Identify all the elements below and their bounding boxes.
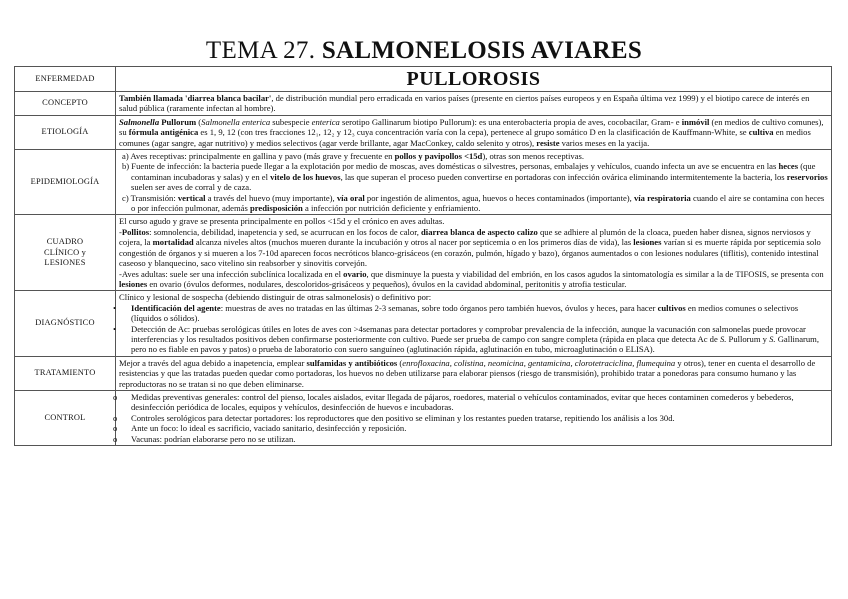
cuadro-span: varían si es muerte rápida por septicemia solo congestión de órganos y si mueren a los 7-10d aparecen focos necróticos blanco-grisáceos (en corazón, pulmón, hígado y bazo), órganos aumentados o con lesiones nodulares (tiflitis), contenido intestinal caseoso y blanquecino, saco vitelino sin reabsorber y sinovitis corvejón.: [119, 237, 821, 269]
concepto-bold: También llamada 'diarrea blanca bacilar': [119, 93, 272, 103]
cuadro-bold: diarrea blanca de aspecto calizo: [421, 226, 538, 237]
epi-bold: vía respiratoria: [633, 192, 691, 203]
control-text: [113, 390, 832, 445]
epidemiologia-item-c: [119, 193, 828, 214]
epidemiologia-label: EPIDEMIOLOGÍA: [15, 150, 116, 215]
diag-span: Gallinarum, pero no es fiable en pavos y patos) o prueba de laboratorio con suero sanguíneo (aglutinación rápida, aglutinación en tubo, microaglutinación o ELISA).: [131, 333, 820, 355]
epi-bold: predisposición: [249, 203, 303, 214]
diag-bold: cultivos: [657, 302, 686, 313]
epidemiologia-item-a: [119, 151, 828, 161]
epi-bold: vía oral: [336, 192, 365, 203]
etiologia-bold: resiste: [536, 137, 560, 148]
diag-span: Pullorum y: [726, 333, 770, 344]
cuadro-bold: lesiones: [633, 237, 662, 248]
epi-span: cuando el aire se contamina con heces o por infección pulmonar, además: [131, 192, 825, 214]
cuadro-bold: ovario: [343, 268, 367, 279]
etiologia-bold: cultiva: [748, 127, 774, 138]
epidemiologia-item-b: [119, 161, 828, 192]
etiologia-span: en medios comunes (agar sangre, agar nutritivo) y medios selectivos (agar verde brillante, agar MacConkey, caldo selenito y otros),: [119, 127, 811, 148]
etiologia-italic: Salmonella enterica: [201, 116, 271, 127]
etiologia-span: subespecie: [270, 116, 312, 127]
control-label: CONTROL: [15, 390, 116, 445]
etiologia-bold: inmóvil: [681, 116, 710, 127]
trat-span: (: [397, 357, 403, 368]
etiologia-span: (: [196, 116, 202, 127]
trat-bold: sulfamidas y antibióticos: [306, 357, 398, 368]
concepto-span: , de distribución mundial pero erradicada en varios países (presente en ciertos países europeos y en España última vez 1999) y el biotipo carece de interés en salud pública (raramente infectan al hombre).: [119, 93, 810, 114]
epi-span: ), otras son menos receptivas.: [482, 151, 585, 162]
circle-bullet-icon: o: [113, 412, 118, 423]
epi-span: por ingestión de alimentos, agua, huevos o heces contaminados (importante),: [364, 192, 634, 203]
header-row: [15, 67, 832, 92]
epi-span: b) Fuente de infección: la bacteria puede llegar a la explotación por medio de moscas, aves domésticas o silvestres, personas, embalajes y vehículos, cuando infecta un ave se encuentra en las: [122, 161, 779, 172]
epi-bold: vertical: [177, 192, 206, 203]
epidemiologia-text: [116, 150, 832, 215]
etiologia-genus: Salmonella: [119, 116, 160, 127]
epi-span: , las que superan el proceso pueden convertirse en portadoras con infección ovárica eliminando intermitentemente la bacteria, los: [340, 171, 787, 182]
disease-table: [14, 66, 832, 446]
diag-span: Detección de Ac: pruebas serológicas útiles en lotes de aves con >4semanas para detectar portadores y comprobar prevalencia de la infección, aunque la vacunación con salmonelas puede provocar interferencias y los resultados positivos deben confirmarse posteriormente con cultivo. Puede ser prueba de campo con sangre completa (rápida en placa que detecta Ac de: [131, 323, 806, 344]
row-cuadro-clinico: [15, 215, 832, 291]
epi-span: a través del huevo (muy importante),: [205, 192, 337, 203]
cuadro-span: , que disminuye la puesta y viabilidad del embrión, en los casos agudos la sintomatología es similar a la de TIFOSIS, se presenta con: [366, 268, 824, 279]
etiologia-italic: enterica: [311, 116, 340, 127]
bullet-icon: •: [113, 302, 117, 313]
etiologia-span: es 1, 9, 12 (con tres fracciones 12₁, 12₂ y 12₃ cuya concentración varía con la cepa), pertenece al grupo somático D en la clasificación de Kauffmann-White, se: [198, 127, 749, 138]
diagnostico-label: DIAGNÓSTICO: [15, 291, 116, 356]
trat-span: y otros), tener en cuenta el desarrollo de resistencias y que las tratadas pueden quedar como portadoras, los huevos no deben utilizarse para elaborar piensos (riesgo de transmisión), prohibido tratar a ponedoras para consumo humano y las reproductoras no se tratan si no que deben eliminarse.: [119, 357, 816, 389]
etiologia-span: (en medios de cultivo comunes), su: [119, 116, 824, 138]
cuadro-pollitos: [119, 227, 828, 269]
cuadro-span: -: [119, 226, 122, 237]
circle-bullet-icon: o: [113, 433, 118, 444]
disease-name: PULLOROSIS: [116, 67, 832, 92]
tratamiento-label: TRATAMIENTO: [15, 356, 116, 390]
epi-bold: reservorios: [786, 171, 828, 182]
circle-bullet-icon: o: [113, 391, 118, 402]
diag-italic: S.: [719, 333, 727, 344]
cuadro-text: [116, 215, 832, 291]
control-item-text: Medidas preventivas generales: control del pienso, locales aislados, evitar llegada de pájaros, roedores, material o vehículos contaminados, evitar que heces contaminen comederos y bebederos, desinfección periódica de locales, equipos y vehículos, desinfección de huevos e incubadoras.: [131, 391, 794, 413]
tratamiento-text: [116, 356, 832, 390]
etiologia-label: ETIOLOGÍA: [15, 115, 116, 149]
circle-bullet-icon: o: [113, 423, 118, 434]
cuadro-span: que se adhiere al plumón de la cloaca, pueden haber disnea, signos nerviosos y cojera, la: [119, 226, 811, 248]
cuadro-intro: El curso agudo y grave se presenta principalmente en pollos <15d y el crónico en aves adultas.: [119, 216, 445, 227]
epi-span: suelen ser aves de corral y de caza.: [131, 182, 252, 193]
cuadro-bold: Pollitos: [121, 226, 150, 237]
control-item: [113, 433, 828, 444]
cuadro-span: -Aves adultas: suele ser una infección subclínica localizada en el: [119, 268, 344, 279]
control-item: [113, 412, 828, 423]
row-tratamiento: [15, 356, 832, 390]
cuadro-span: alcanza niveles altos (muchos mueren durante la incubación y otros al nacer por septicemia o en los primeros días de vida), las: [193, 237, 634, 248]
cuadro-bold: mortalidad: [152, 237, 194, 248]
concepto-label: CONCEPTO: [15, 92, 116, 116]
epi-span: (que contaminan incubadoras y salas) y en el: [131, 161, 816, 182]
epi-span: c) Transmisión:: [122, 192, 178, 203]
cuadro-label-line: CUADRO: [46, 237, 84, 247]
cuadro-bold: lesiones: [119, 278, 148, 289]
etiologia-span: serotipo Gallinarum biotipo Pullorum): es una enterobacteria propia de aves, cocobacilar, Gram- e: [339, 116, 682, 127]
cuadro-label-line: LESIONES: [44, 258, 86, 268]
control-item-text: Vacunas: podrían elaborarse pero no se utilizan.: [131, 433, 296, 444]
title-main: SALMONELOSIS AVIARES: [321, 37, 643, 64]
cuadro-adultas: [119, 269, 828, 290]
row-epidemiologia: [15, 150, 832, 215]
row-concepto: [15, 92, 832, 116]
control-item-text: Controles serológicos para detectar portadores: los reproductores que den positivo se eliminan y los restantes pueden tratarse, repitiendo los análisis a los 30d.: [131, 412, 675, 423]
row-control: [15, 390, 832, 445]
control-item: [113, 391, 828, 413]
etiologia-bold: fórmula antigénica: [128, 127, 199, 138]
epi-span: a) Aves receptivas: principalmente en gallina y pavo (más grave y frecuente en: [122, 151, 395, 162]
cuadro-span: : somnolencia, debilidad, inapetencia y sed, se acurrucan en los focos de calor,: [149, 226, 422, 237]
trat-span: Mejor a través del agua debido a inapetencia, emplear: [119, 357, 307, 368]
trat-italic: enrofloxacina, colistina, neomicina, gentamicina, clorotetraciclina, flumequina: [402, 357, 676, 368]
diagnostico-ac: [113, 323, 828, 355]
header-label: ENFERMEDAD: [15, 67, 116, 92]
page-title: [0, 36, 848, 66]
title-prefix: TEMA 27.: [205, 37, 322, 64]
cuadro-label: [15, 215, 116, 291]
diag-italic: S.: [769, 333, 776, 344]
diagnostico-agente: [113, 302, 828, 324]
cuadro-label-line: CLÍNICO y: [43, 247, 87, 257]
diag-span: en medios comunes o selectivos (líquidos o sólidos).: [131, 302, 799, 324]
row-etiologia: [15, 115, 832, 149]
control-item: [113, 423, 828, 434]
concepto-text: [116, 92, 832, 116]
etiologia-text: [116, 115, 832, 149]
bullet-icon: •: [113, 323, 117, 334]
epi-bold: heces: [778, 161, 799, 172]
diagnostico-intro: Clínico y lesional de sospecha (debiendo distinguir de otras salmonelosis) o definitivo por:: [119, 292, 432, 303]
diagnostico-text: [113, 291, 832, 356]
control-item-text: Ante un foco: lo ideal es sacrificio, vaciado sanitario, desinfección y reposición.: [131, 423, 407, 434]
epi-span: a infección por nutrición deficiente y enfriamiento.: [302, 203, 481, 214]
etiologia-serovar: Pullorum: [159, 116, 197, 127]
epi-bold: vitelo de los huevos: [270, 171, 341, 182]
epi-bold: pollos y pavipollos <15d: [394, 151, 483, 162]
diag-span: : muestras de aves no tratadas en las últimas 2-3 semanas, sobre todo órganos pero también huevos, óvulos y heces, para hacer: [220, 302, 658, 313]
etiologia-span: varios meses en la yacija.: [559, 137, 650, 148]
row-diagnostico: [15, 291, 832, 356]
diag-bold: Identificación del agente: [131, 302, 221, 313]
cuadro-span: en ovario (óvulos deformes, nodulares, descoloridos-grisáceos y pequeños), óvulos en la cavidad abdominal, peritonitis y atrofia testicular.: [147, 278, 627, 289]
